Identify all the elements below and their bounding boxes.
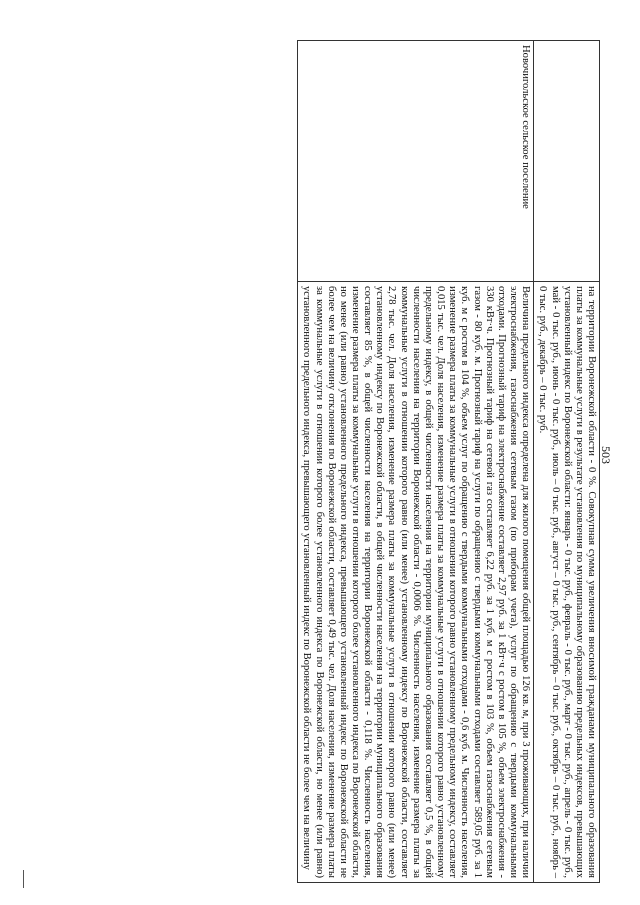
page-number: 503: [599, 446, 613, 464]
footnote-rule: [23, 870, 38, 888]
municipal-index-table: [297, 40, 600, 883]
rotated-page-content: [34, 40, 600, 880]
index-description: на территории Воронежской области - 0 %. Совокупная сумма увеличения вносимой гражданами муниципального образования платы за коммунальные услуги в результате установления по муниципальному образованию предельных индексов, превышающих установленный индекс по Воронежской области: январь - 0 тыс. руб., февраль - 0 тыс. руб., март - 0 тыс. руб., апрель - 0 тыс. руб., май - 0 тыс. руб., июнь - 0 тыс. руб., июль – 0 тыс. руб., август – 0 тыс. руб., сентябрь – 0 тыс. руб., октябрь – 0 тыс. руб., ноябрь – 0 тыс. руб., декабрь – 0 тыс. руб.: [537, 286, 597, 878]
municipality-name-cell: [298, 41, 534, 282]
index-description-cell: [298, 282, 534, 883]
municipality-name-cell: [534, 41, 600, 282]
table-row: [534, 41, 600, 883]
index-description: Величина предельного индекса определена для жилого помещения общей площадью 126 кв. м, при 3 проживающих, при наличии электроснабжения, газоснабжения сетевым газом (по приборам учета), услуг по обращению с твердыми коммунальными отходами. Прогнозный тариф на электроснабжение составляет 2,97 руб. за 1 кВт·ч с ростом в 105 %, объем электроснабжения - 330 кВт·ч. Прогнозный тариф на сетевой газ составляет 6,22 руб. за 1 куб. м с ростом в 103 %, объем газоснабжения сетевым газом - 80 куб. м. Прогнозный тариф на услуги по обращению с твердыми коммунальными отходами составляет 589,05 руб. за 1 куб. м с ростом в 104 %, объем услуг по обращению с твердыми коммунальными отходами - 0,6 куб. м. Численность населения, изменение размера платы за коммунальные услуги в отношении которого равно установленному предельному индексу, составляет 0,015 тыс. чел. Доля населения, изменение размера платы за коммунальные услуги в отношении которого равно установленному предельному индексу, в общей численности населения на территории муниципального образования составляет 0,5 %, в общей численности населения на территории Воронежской области - 0,0006 %. Численность населения, изменение размера платы за коммунальные услуги в отношении которого равно (или менее) установленному индексу по Воронежской области, составляет 2,78 тыс. чел. Доля населения, изменение размера платы за коммунальные услуги в отношении которого равно (или менее) установленному индексу по Воронежской области, в общей численности населения на территории муниципального образования составляет 85 %, в общей численности населения на территории Воронежской области - 0,118 %. Численность населения, изменение размера платы за коммунальные услуги в отношении которого более установленного индекса по Воронежской области, но менее (или равно) установленного предельного индекса, превышающего установленный индекс по Воронежской области не более чем на величину отклонения по Воронежской области, составляет 0,49 тыс. чел. Доля населения, изменение размера платы за коммунальные услуги в отношении которого более установленного индекса по Воронежской области, но менее (или равно) установленного предельного индекса, превышающего установленный индекс по Воронежской области не более чем на величину: [301, 286, 532, 878]
index-description-cell: [534, 282, 600, 883]
table-row: [298, 41, 534, 883]
municipality-name: Новочигольское сельское поселение: [520, 45, 532, 209]
